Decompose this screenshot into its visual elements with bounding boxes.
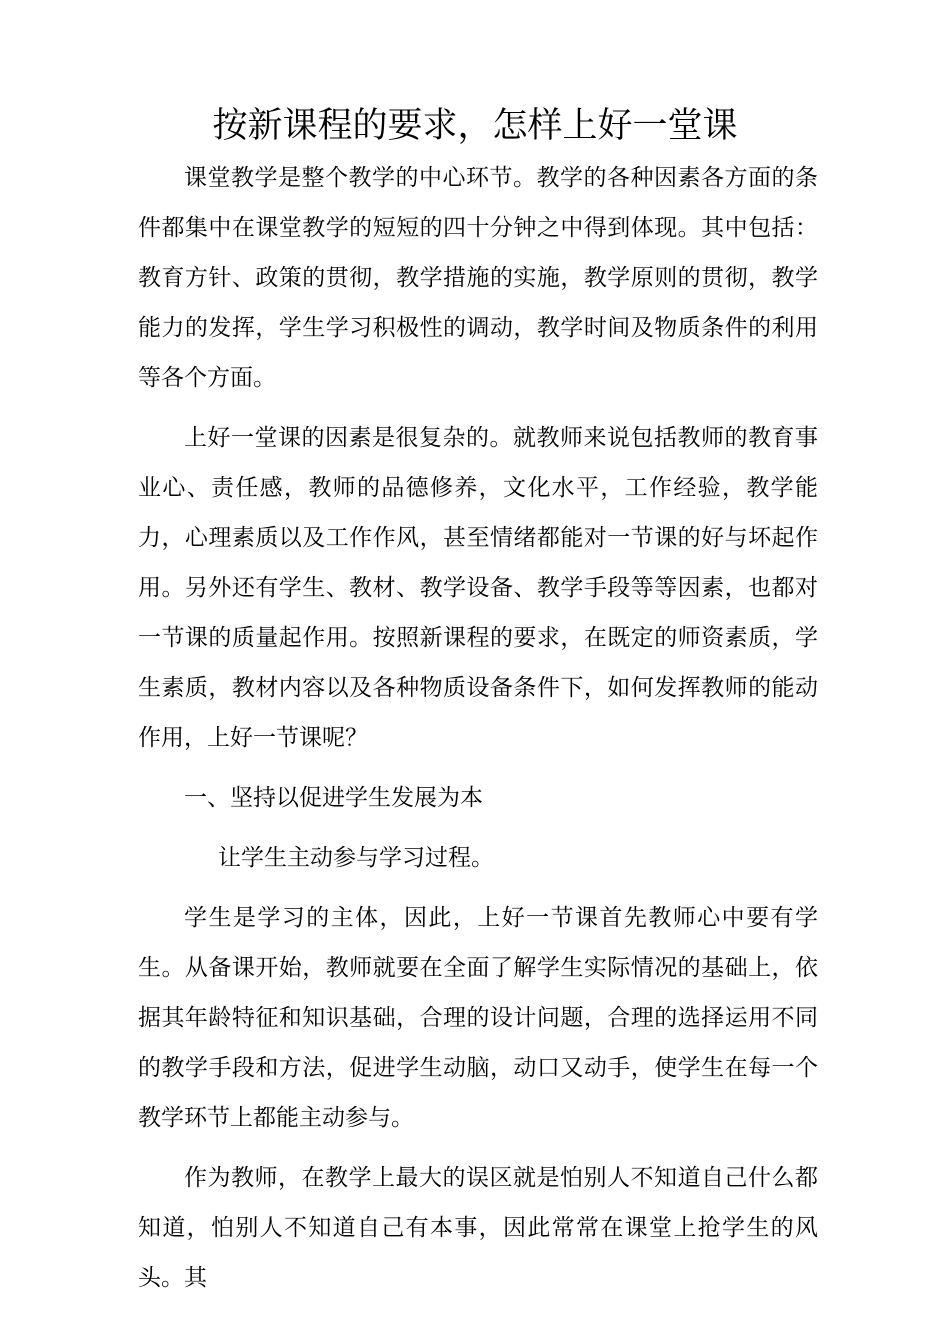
paragraph-intro: 课堂教学是整个教学的中心环节。教学的各种因素各方面的条件都集中在课堂教学的短短的四十分钟之中得到体现。其中包括：教育方针、政策的贯彻，教学措施的实施，教学原则的贯彻，教学能力的发挥，学生学习积极性的调动，教学时间及物质条件的利用等各个方面。 — [138, 165, 818, 391]
paragraph-factors: 上好一堂课的因素是很复杂的。就教师来说包括教师的教育事业心、责任感，教师的品德修养，文化水平，工作经验，教学能力，心理素质以及工作作风，甚至情绪都能对一节课的好与坏起作用。另外还有学生、教材、教学设备、教学手段等等因素，也都对一节课的质量起作用。按照新课程的要求，在既定的师资素质，学生素质，教材内容以及各种物质设备条件下，如何发挥教师的能动作用，上好一节课呢？ — [138, 425, 818, 751]
document-body — [138, 153, 818, 1313]
paragraph-teacher-misconception: 作为教师，在教学上最大的误区就是怕别人不知道自己什么都知道，怕别人不知道自己有本事，因此常常在课堂上抢学生的风头。其 — [138, 1165, 818, 1291]
subheading-participation: 让学生主动参与学习过程。 — [218, 845, 494, 871]
paragraph-student-subject: 学生是学习的主体，因此，上好一节课首先教师心中要有学生。从备课开始，教师就要在全面了解学生实际情况的基础上，依据其年龄特征和知识基础，合理的设计问题，合理的选择运用不同的教学手段和方法，促进学生动脑，动口又动手，使学生在每一个教学环节上都能主动参与。 — [138, 905, 818, 1131]
section-heading-1: 一、坚持以促进学生发展为本 — [184, 785, 483, 811]
document-title: 按新课程的要求，怎样上好一堂课 — [212, 106, 738, 146]
